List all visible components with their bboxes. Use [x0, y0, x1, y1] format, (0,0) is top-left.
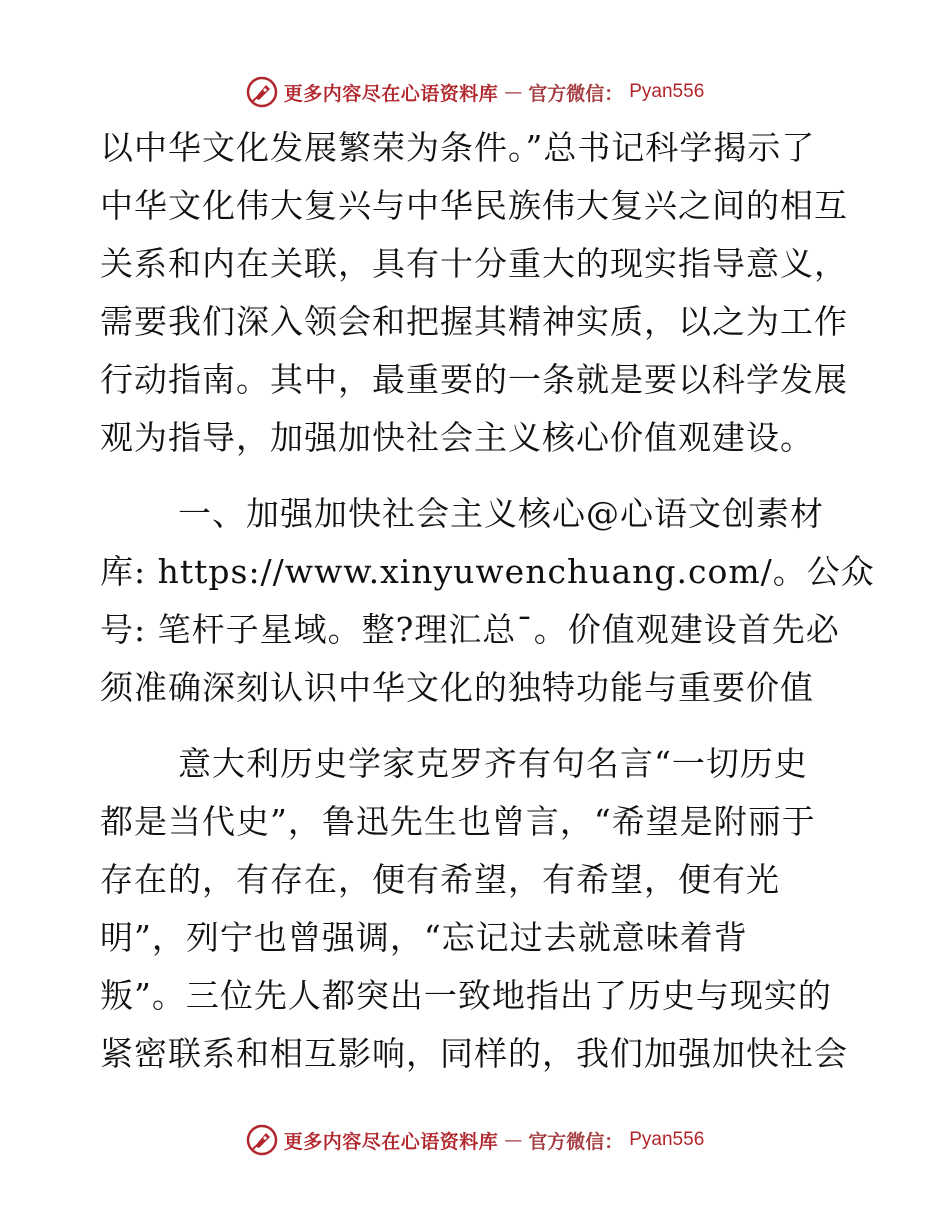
body-line: 叛”。三位先人都突出一致地指出了历史与现实的 — [100, 976, 832, 1015]
watermark-wechat-id: Pyan556 — [629, 81, 705, 102]
body-line: 都是当代史”，鲁迅先生也曾言，“希望是附丽于 — [100, 802, 816, 841]
body-line: 关系和内在关联，具有十分重大的现实指导意义， — [100, 244, 848, 283]
body-line: 观为指导，加强加快社会主义核心价值观建设。 — [100, 418, 814, 457]
body-line: 须准确深刻认识中华文化的独特功能与重要价值 — [100, 668, 814, 707]
watermark-dash: — — [504, 81, 523, 103]
watermark-sub-text: 官方微信： — [528, 1130, 624, 1153]
body-line: 号: 笔杆子星域。整?理汇总¯。价值观建设首先必 — [100, 610, 840, 649]
body-line: 明”，列宁也曾强调，“忘记过去就意味着背 — [100, 918, 748, 957]
watermark-sub-text: 官方微信： — [528, 82, 624, 105]
watermark-main-text: 更多内容尽在心语资料库 — [283, 1130, 499, 1153]
body-line: 存在的，有存在，便有希望，有希望，便有光 — [100, 860, 780, 899]
watermark-wechat-id: Pyan556 — [629, 1129, 705, 1150]
watermark-dash: — — [504, 1129, 523, 1151]
body-line: 紧密联系和相互影响，同样的，我们加强加快社会 — [100, 1034, 848, 1073]
body-line: 以中华文化发展繁荣为条件。”总书记科学揭示了 — [100, 128, 816, 167]
pen-nib-seal-icon — [246, 1124, 278, 1156]
watermark-main-text: 更多内容尽在心语资料库 — [283, 82, 499, 105]
footer-watermark — [0, 1120, 950, 1160]
section-heading-line: 一、加强加快社会主义核心@心语文创素材 — [178, 494, 824, 533]
body-line: 行动指南。其中，最重要的一条就是要以科学发展 — [100, 360, 848, 399]
pen-nib-seal-icon — [246, 76, 278, 108]
body-line: 需要我们深入领会和把握其精神实质，以之为工作 — [100, 302, 848, 341]
body-line: 库: https://www.xinyuwenchuang.com/。公众 — [100, 552, 875, 591]
paragraph-first-line: 意大利历史学家克罗齐有句名言“一切历史 — [178, 744, 808, 783]
header-watermark — [0, 72, 950, 112]
body-line: 中华文化伟大复兴与中华民族伟大复兴之间的相互 — [100, 186, 848, 225]
